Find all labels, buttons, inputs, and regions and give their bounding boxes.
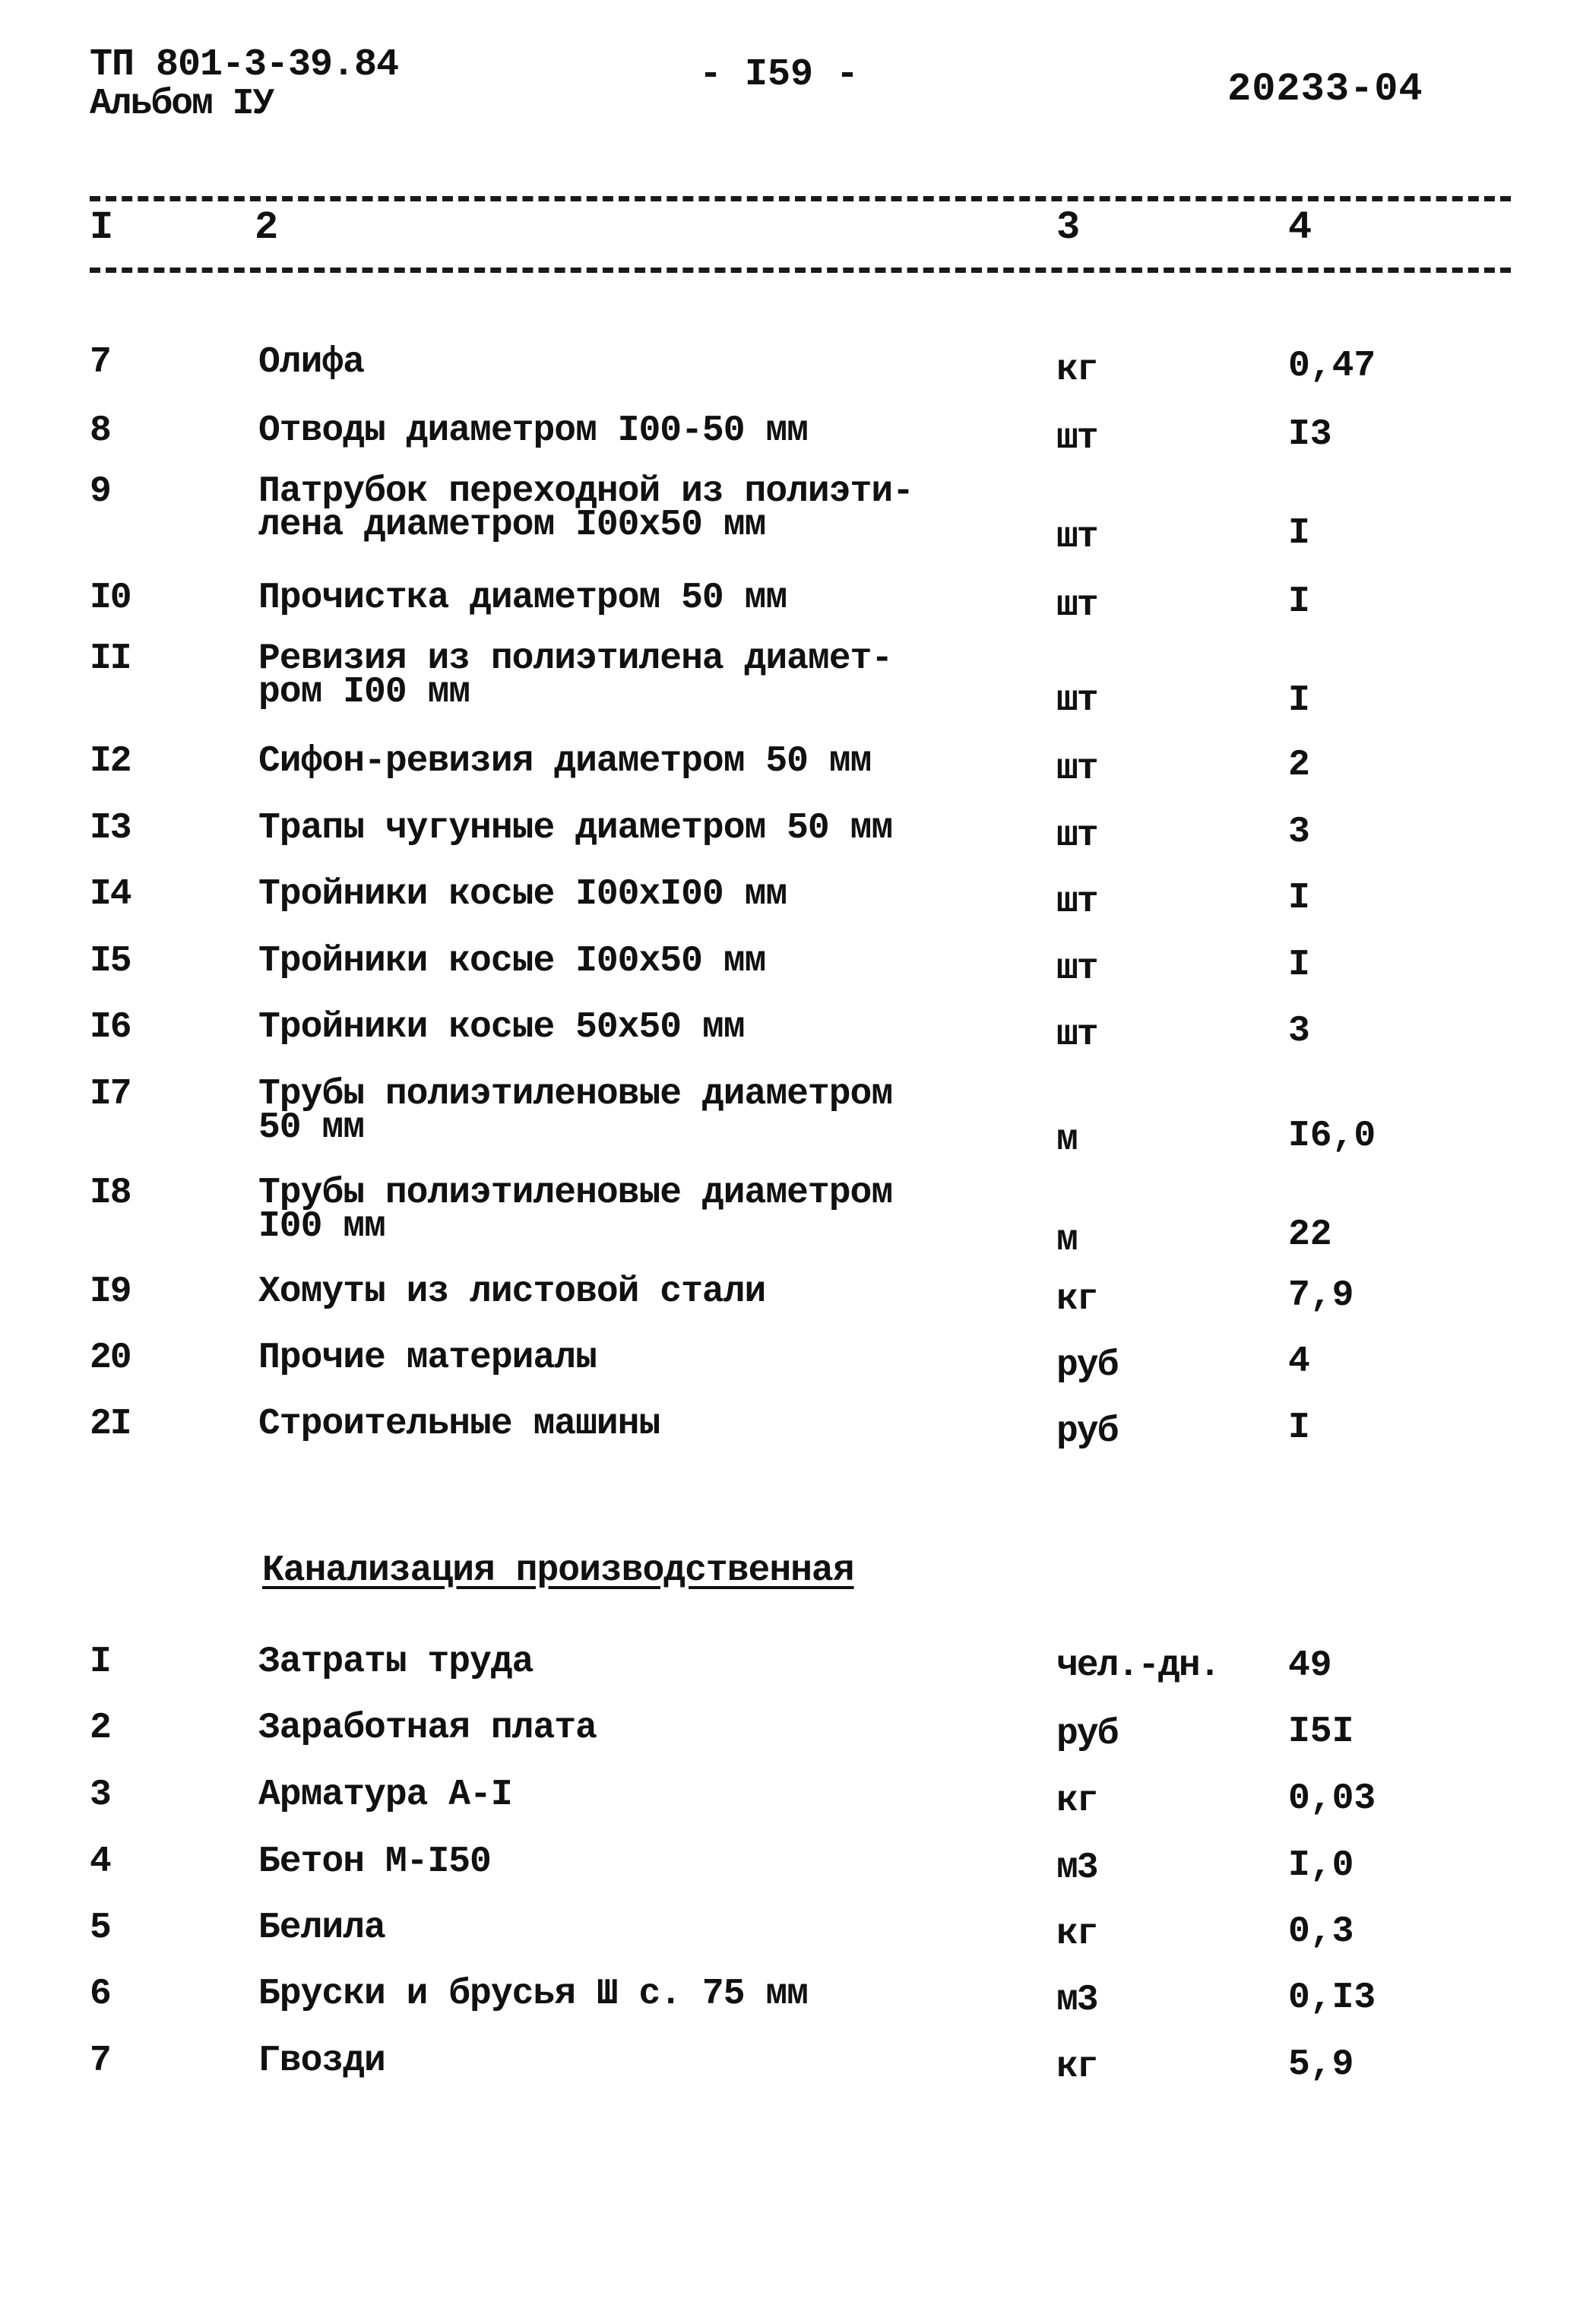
header-rule-top	[90, 196, 1511, 201]
row-number: 9	[90, 471, 110, 512]
row-qty: I	[1288, 878, 1310, 919]
row-unit: шт	[1056, 882, 1097, 923]
row-unit: кг	[1056, 350, 1097, 391]
row-number: I7	[90, 1074, 131, 1115]
row-number: I8	[90, 1173, 131, 1214]
album-label: Альбом IУ	[90, 84, 274, 125]
row-unit: м	[1056, 1119, 1077, 1160]
row-name: Бруски и брусья Ш с. 75 мм	[258, 1974, 808, 2015]
row-number: 20	[90, 1338, 131, 1379]
row-unit: руб	[1056, 1345, 1118, 1386]
row-number: I	[90, 1642, 110, 1683]
row-qty: 0,03	[1288, 1778, 1376, 1819]
row-number: 3	[90, 1775, 110, 1816]
row-unit: кг	[1056, 1914, 1097, 1955]
column-header-1: I	[90, 205, 114, 250]
row-unit: шт	[1056, 1015, 1097, 1056]
row-name: Заработная плата	[258, 1708, 597, 1749]
row-name: Тройники косые I00хI00 мм	[258, 874, 787, 915]
row-qty: 4	[1288, 1341, 1310, 1382]
row-qty: I,0	[1288, 1845, 1354, 1886]
row-name: Трубы полиэтиленовые диаметром I00 мм	[258, 1173, 893, 1247]
row-qty: I	[1288, 945, 1310, 986]
row-unit: шт	[1056, 585, 1097, 626]
row-qty: I5I	[1288, 1711, 1354, 1752]
header-rule-bottom	[90, 268, 1511, 273]
section-title: Канализация производственная	[262, 1550, 854, 1591]
row-qty: 0,I3	[1288, 1977, 1376, 2018]
row-qty: I	[1288, 1407, 1310, 1449]
row-unit: шт	[1056, 517, 1097, 558]
row-name: Патрубок переходной из полиэти- лена диаметром I00х50 мм	[258, 471, 913, 546]
column-header-2: 2	[255, 205, 279, 250]
page-number: - I59 -	[699, 53, 860, 97]
row-number: I2	[90, 741, 131, 782]
row-name: Олифа	[258, 342, 365, 383]
row-number: I9	[90, 1271, 131, 1312]
row-qty: 0,47	[1288, 346, 1376, 387]
row-name: Тройники косые I00х50 мм	[258, 941, 766, 982]
row-number: I0	[90, 578, 131, 619]
row-qty: I	[1288, 513, 1310, 554]
row-name: Сифон-ревизия диаметром 50 мм	[258, 741, 872, 782]
row-name: Хомуты из листовой стали	[258, 1271, 766, 1312]
row-unit: шт	[1056, 680, 1097, 721]
row-name: Арматура А-I	[258, 1775, 512, 1816]
row-qty: I6,0	[1288, 1116, 1376, 1157]
row-number: 2	[90, 1708, 110, 1749]
row-unit: руб	[1056, 1714, 1118, 1755]
row-unit: чел.-дн.	[1056, 1645, 1220, 1686]
row-number: 7	[90, 2041, 110, 2082]
row-number: I6	[90, 1007, 131, 1048]
row-unit: м	[1056, 1220, 1077, 1261]
row-qty: 2	[1288, 745, 1310, 786]
row-qty: 22	[1288, 1214, 1332, 1255]
row-name: Бетон М-I50	[258, 1841, 491, 1882]
row-name: Отводы диаметром I00-50 мм	[258, 410, 808, 451]
row-qty: 0,3	[1288, 1911, 1354, 1952]
row-qty: I	[1288, 581, 1310, 622]
row-number: 7	[90, 342, 110, 383]
column-header-4: 4	[1288, 205, 1312, 250]
row-number: 2I	[90, 1404, 131, 1445]
row-unit: шт	[1056, 815, 1097, 856]
row-qty: 3	[1288, 1011, 1310, 1052]
row-number: II	[90, 638, 131, 679]
row-number: I3	[90, 808, 131, 849]
row-qty: 7,9	[1288, 1275, 1354, 1316]
row-name: Трапы чугунные диаметром 50 мм	[258, 808, 893, 849]
row-unit: шт	[1056, 749, 1097, 790]
document-number: 20233-04	[1227, 67, 1423, 112]
row-unit: руб	[1056, 1411, 1118, 1452]
row-qty: I	[1288, 680, 1310, 721]
row-unit: шт	[1056, 418, 1097, 459]
column-header-3: 3	[1056, 205, 1081, 250]
row-number: 8	[90, 410, 110, 451]
row-unit: м3	[1056, 1980, 1097, 2021]
row-name: Строительные машины	[258, 1404, 660, 1445]
row-qty: I3	[1288, 414, 1332, 455]
row-name: Ревизия из полиэтилена диамет- ром I00 мм	[258, 638, 893, 713]
row-number: I4	[90, 874, 131, 915]
row-unit: кг	[1056, 1279, 1097, 1320]
row-qty: 5,9	[1288, 2044, 1354, 2085]
row-unit: кг	[1056, 2047, 1097, 2088]
row-number: 6	[90, 1974, 110, 2015]
row-unit: кг	[1056, 1781, 1097, 1822]
row-number: 4	[90, 1841, 110, 1882]
row-name: Тройники косые 50х50 мм	[258, 1007, 745, 1048]
row-number: 5	[90, 1908, 110, 1949]
row-qty: 3	[1288, 812, 1310, 853]
row-name: Трубы полиэтиленовые диаметром 50 мм	[258, 1074, 893, 1148]
row-unit: шт	[1056, 948, 1097, 989]
row-unit: м3	[1056, 1847, 1097, 1889]
row-name: Затраты труда	[258, 1642, 534, 1683]
row-name: Прочистка диаметром 50 мм	[258, 578, 787, 619]
row-number: I5	[90, 941, 131, 982]
row-name: Прочие материалы	[258, 1338, 597, 1379]
row-qty: 49	[1288, 1645, 1332, 1686]
row-name: Белила	[258, 1908, 385, 1949]
row-name: Гвозди	[258, 2041, 385, 2082]
project-code: ТП 801-3-39.84	[90, 43, 399, 87]
